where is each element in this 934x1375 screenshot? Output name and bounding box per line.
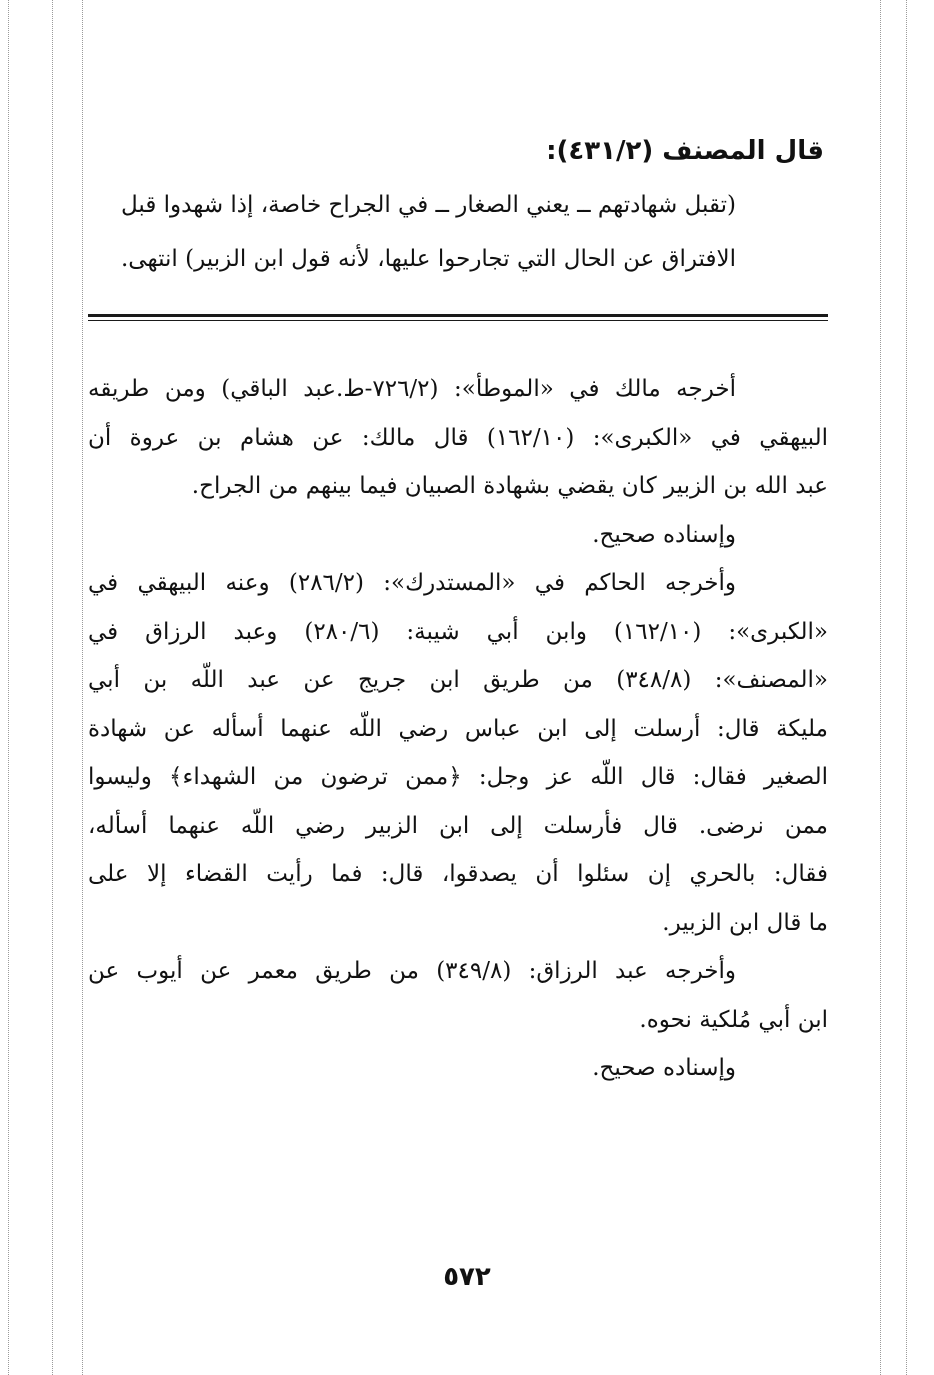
footnote-line: مليكة قال: أرسلت إلى ابن عباس رضي اللّه عنهما أسأله عن شهادة: [88, 715, 828, 742]
footnote-line: «الكبرى»: (١٦٢/١٠) وابن أبي شيبة: (٢٨٠/٦) وعبد الرزاق في: [88, 618, 828, 645]
footnote-line: عبد الله بن الزبير كان يقضي بشهادة الصبيان فيما بينهم من الجراح.: [191, 473, 828, 499]
footnote-line: وإسناده صحيح.: [592, 1055, 736, 1081]
footnote-line: الصغير فقال: قال اللّه عز وجل: ﴿ممن ترضون من الشهداء﴾ وليسوا: [88, 764, 828, 790]
scan-edge-line: [8, 0, 9, 1375]
footnote-line: وإسناده صحيح.: [592, 521, 736, 548]
footnote-paragraph: [88, 559, 828, 947]
page-body: [88, 128, 828, 1093]
footnote-line: «المصنف»: (٣٤٨/٨) من طريق ابن جريج عن عبد اللّه بن أبي: [88, 667, 828, 693]
quoted-text: [88, 178, 828, 286]
quote-line: (تقبل شهادتهم ــ يعني الصغار ــ في الجراح خاصة، إذا شهدوا قبل: [120, 192, 736, 218]
footnote-line: البيهقي في «الكبرى»: (١٦٢/١٠) قال مالك: عن هشام بن عروة أن: [88, 424, 828, 451]
scan-edge-line: [880, 0, 881, 1375]
footnote-paragraph: [88, 511, 828, 560]
footnote-paragraph: [88, 365, 828, 511]
footnote-paragraph: [88, 947, 828, 1044]
scan-edge-line: [52, 0, 53, 1375]
footnote-line: ابن أبي مُلكية نحوه.: [639, 1006, 828, 1033]
footnote-line: ممن نرضى. قال فأرسلت إلى ابن الزبير رضي اللّه عنهما أسأله،: [88, 812, 828, 839]
footnote-line: أخرجه مالك في «الموطأ»: (٧٢٦/٢-ط.عبد الباقي) ومن طريقه: [88, 376, 736, 402]
footnote-line: ما قال ابن الزبير.: [662, 909, 828, 936]
section-heading: قال المصنف (٤٣١/٢):: [546, 136, 824, 166]
footnote-paragraph: [88, 1044, 828, 1093]
footnote-line: وأخرجه الحاكم في «المستدرك»: (٢٨٦/٢) وعنه البيهقي في: [88, 570, 737, 596]
footnote-separator: [88, 314, 828, 317]
footnote-line: فقال: بالحري إن سئلوا أن يصدقوا، قال: فما رأيت القضاء إلا على: [88, 861, 828, 887]
page-number: ٥٧٢: [443, 1262, 491, 1292]
scan-edge-line: [906, 0, 907, 1375]
quote-line: الافتراق عن الحال التي تجارحوا عليها، لأنه قول ابن الزبير) انتهى.: [121, 246, 736, 272]
footnote-line: وأخرجه عبد الرزاق: (٣٤٩/٨) من طريق معمر عن أيوب عن: [88, 958, 736, 984]
scan-edge-line: [82, 0, 83, 1375]
footnotes: [88, 365, 828, 1093]
